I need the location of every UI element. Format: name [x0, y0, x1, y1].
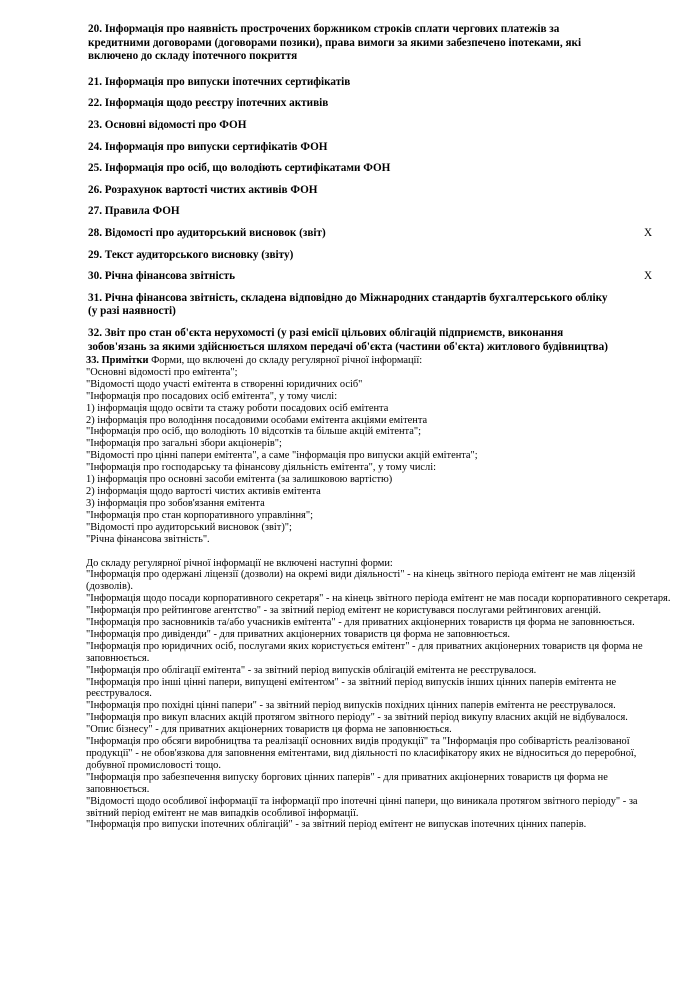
notes-heading [86, 355, 671, 367]
form-item-label: 27. Правила ФОН [88, 205, 180, 218]
excluded-form: "Інформація про випуски іпотечних облігацій" - за звітний період емітент не випускав іпотечних цінних паперів. [86, 819, 587, 831]
form-item-label: 29. Текст аудиторського висновку (звіту) [88, 248, 294, 261]
included-form: "Відомості щодо участі емітента в створенні юридичних осіб" [86, 378, 363, 390]
notes-section [86, 355, 671, 831]
excluded-form: "Інформація про викуп власних акцій протягом звітного періоду" - за звітний період викупу власних акцій не відбувалося. [86, 712, 628, 724]
excluded-form: "Інформація про похідні цінні папери" - за звітний період випусків похідних цінних паперів емітента не реєструвалося. [86, 700, 616, 712]
form-item-24 [88, 141, 658, 155]
included-form: "Інформація про стан корпоративного управління"; [86, 509, 313, 521]
excluded-form: "Інформація про обсяги виробництва та реалізації основних видів продукції" та "Інформація про собівартість реалізованої продукції" - не обов'язкова для заповнення емітентами, вид діяльності по класифікатору яких не відноситься до переробної, добувної промисловості тощо. [86, 736, 637, 771]
included-form: "Основні відомості про емітента"; [86, 366, 238, 378]
form-item-label: 22. Інформація щодо реєстру іпотечних активів [88, 97, 329, 110]
excluded-form: "Інформація про інші цінні папери, випущені емітентом" - за звітний період випусків інших цінних паперів емітента не реєструвалося. [86, 676, 617, 700]
included-form: "Інформація про загальні збори акціонерів"; [86, 438, 282, 450]
included-form: 1) інформація про основні засоби емітента (за залишковою вартістю) [86, 474, 393, 486]
form-item-31 [88, 292, 658, 319]
included-form: 2) інформація щодо вартості чистих активів емітента [86, 485, 321, 497]
included-form: "Інформація про господарську та фінансову діяльність емітента", у тому числі: [86, 462, 436, 474]
included-form: 2) інформація про володіння посадовими особами емітента акціями емітента [86, 414, 428, 426]
excluded-form: "Інформація щодо посади корпоративного секретаря" - на кінець звітного періода емітент не мав посади корпоративного секретаря. [86, 593, 671, 605]
form-item-label: 23. Основні відомості про ФОН [88, 118, 247, 131]
form-item-label: 25. Інформація про осіб, що володіють сертифікатами ФОН [88, 162, 391, 175]
form-item-label: 30. Річна фінансова звітність [88, 270, 235, 283]
form-item-label: 26. Розрахунок вартості чистих активів ФОН [88, 183, 318, 196]
form-item-label: 21. Інформація про випуски іпотечних сертифікатів [88, 75, 351, 88]
form-item-22 [88, 97, 658, 111]
excluded-form: "Інформація про юридичних осіб, послугами яких користується емітент" - для приватних акціонерних товариств ця форма не заповнюється. [86, 640, 643, 664]
form-item-30 [88, 270, 658, 284]
paragraph-gap [86, 546, 671, 558]
form-item-label: 24. Інформація про випуски сертифікатів ФОН [88, 140, 328, 153]
excluded-form: "Інформація про рейтингове агентство" - за звітний період емітент не користувався послугами рейтингових агенцій. [86, 605, 601, 617]
included-form: "Річна фінансова звітність". [86, 533, 210, 545]
notes-heading-label: 33. Примітки [86, 355, 149, 366]
included-form: "Інформація про посадових осіб емітента", у тому числі: [86, 390, 338, 402]
included-mark: X [644, 226, 653, 239]
included-form: "Відомості про аудиторський висновок (звіт)"; [86, 521, 292, 533]
excluded-form: "Відомості щодо особливої інформації та інформації про іпотечні цінні папери, що виникала протягом звітного періоду" - за звітний період емітент не мав випадків особливої інформації. [86, 795, 638, 819]
form-item-25 [88, 162, 658, 176]
included-mark: X [644, 270, 653, 283]
form-item-21 [88, 76, 658, 90]
included-form: 3) інформація про зобов'язання емітента [86, 497, 265, 509]
excluded-form: "Інформація про облігації емітента" - за звітний період випусків облігацій емітента не реєструвалося. [86, 664, 537, 676]
included-form: "Інформація про осіб, що володіють 10 відсотків та більше акцій емітента"; [86, 426, 421, 438]
form-item-label: 31. Річна фінансова звітність, складена відповідно до Міжнародних стандартів бухгалтерського обліку (у разі наявності) [88, 291, 608, 318]
form-item-28 [88, 227, 658, 241]
excluded-heading: До складу регулярної річної інформації не включені наступні форми: [86, 557, 393, 569]
included-form: "Відомості про цінні папери емітента", а саме "інформація про випуски акцій емітента"; [86, 450, 478, 462]
excluded-form: "Інформація про дивіденди" - для приватних акціонерних товариств ця форма не заповнюється. [86, 628, 510, 640]
excluded-form: "Інформація про засновників та/або учасників емітента" - для приватних акціонерних товариств ця форма не заповнюється. [86, 617, 635, 629]
form-item-32 [88, 327, 658, 354]
form-item-27 [88, 205, 658, 219]
form-item-label: 32. Звіт про стан об'єкта нерухомості (у разі емісії цільових облігацій підприємств, виконання зобов'язань за якими здійснюється шляхом передачі об'єкта (частини об'єкта) житлового будівництва) [88, 326, 608, 353]
excluded-form: "Інформація про одержані ліцензії (дозволи) на окремі види діяльності" - на кінець звітного періода емітент не мав ліцензій (дозволів). [86, 569, 636, 593]
form-item-26 [88, 184, 658, 198]
form-item-20 [88, 23, 658, 64]
notes-heading-text: Форми, що включені до складу регулярної річної інформації: [148, 355, 423, 366]
form-item-29 [88, 249, 658, 263]
form-items-list [88, 23, 658, 354]
form-item-label: 20. Інформація про наявність прострочених боржником строків сплати чергових платежів за кредитними договорами (договорами позики), права вимоги за якими забезпечено іпотеками, які включено до складу іпотечного покриття [88, 23, 582, 63]
excluded-form: "Інформація про забезпечення випуску боргових цінних паперів" - для приватних акціонерних товариств ця форма не заповнюється. [86, 771, 608, 795]
form-item-label: 28. Відомості про аудиторський висновок (звіт) [88, 226, 326, 239]
included-form: 1) інформація щодо освіти та стажу роботи посадових осіб емітента [86, 402, 389, 414]
excluded-form: "Опис бізнесу" - для приватних акціонерних товариств ця форма не заповнюється. [86, 724, 452, 736]
form-item-23 [88, 119, 658, 133]
